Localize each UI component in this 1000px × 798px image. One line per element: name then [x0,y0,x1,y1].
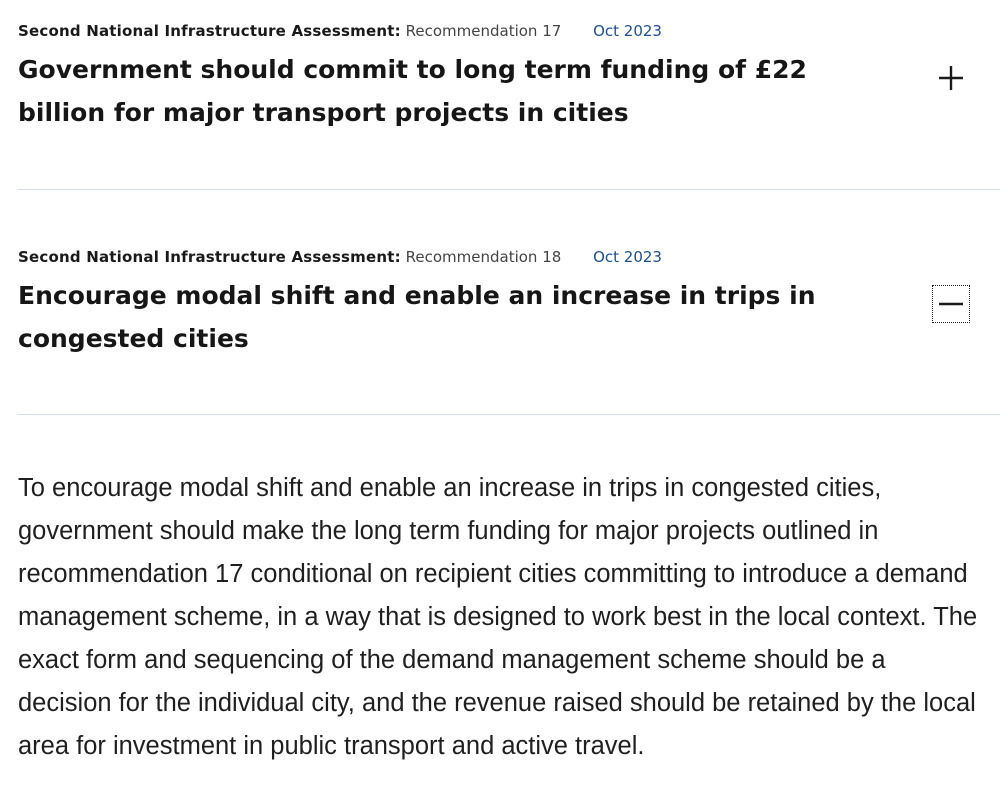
divider [18,189,1000,190]
recommendation-date: Oct 2023 [593,248,662,266]
plus-icon [938,65,964,91]
recommendation-item [18,18,1000,134]
source-label: Second National Infrastructure Assessment: [18,22,401,40]
recommendation-meta [18,18,1000,44]
recommendation-title[interactable]: Government should commit to long term funding of £22 billion for major transport projects in cities [18,55,807,127]
recommendation-date: Oct 2023 [593,22,662,40]
recommendation-body: To encourage modal shift and enable an increase in trips in congested cities, government should make the long term funding for major projects outlined in recommendation 17 conditional on recipient cities committing to introduce a demand management scheme, in a way that is designed to work best in the local context. The exact form and sequencing of the demand management scheme should be a decision for the individual city, and the revenue raised should be retained by the local area for investment in public transport and active travel. [18,474,978,760]
recommendation-meta [18,244,1000,270]
source-label: Second National Infrastructure Assessment: [18,248,401,266]
divider [18,414,1000,415]
minus-icon [938,291,964,317]
recommendation-title[interactable]: Encourage modal shift and enable an increase in trips in congested cities [18,281,816,353]
recommendation-number: Recommendation 18 [405,248,562,266]
expand-button[interactable] [931,58,971,98]
recommendation-item [18,244,1000,360]
recommendation-number: Recommendation 17 [405,22,562,40]
collapse-button[interactable] [931,284,971,324]
